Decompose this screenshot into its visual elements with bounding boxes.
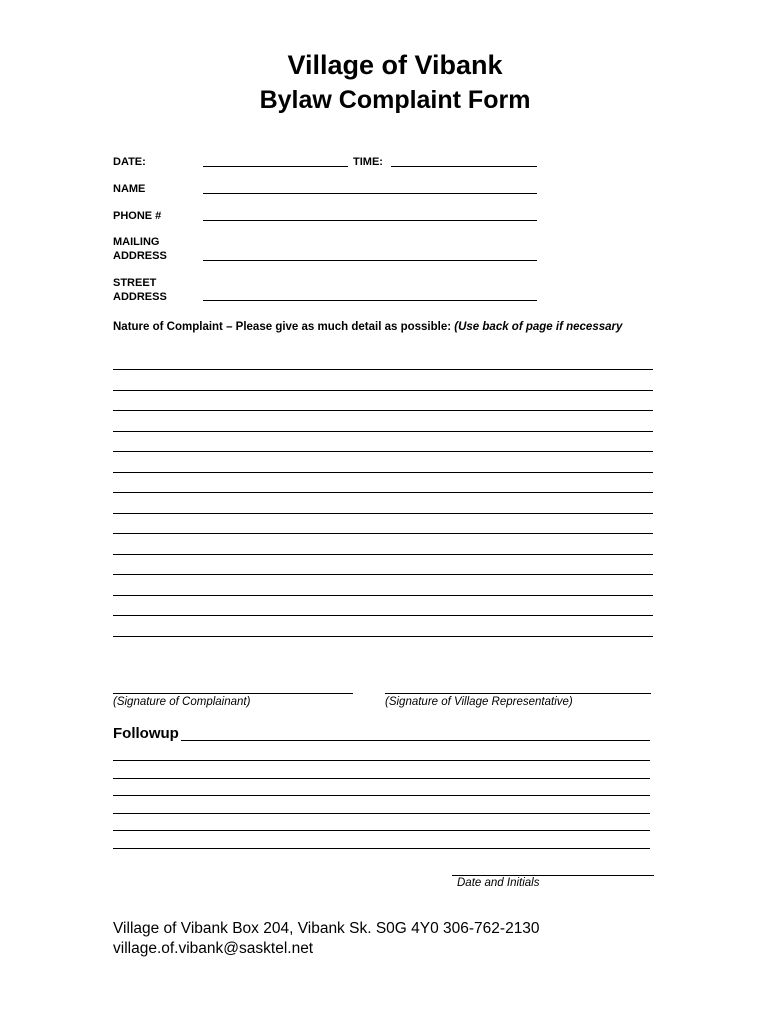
street-label-line1: STREET	[113, 277, 157, 289]
complaint-writing-line[interactable]	[113, 369, 653, 370]
followup-writing-line[interactable]	[113, 795, 650, 796]
street-address-field-line[interactable]	[203, 300, 537, 301]
nature-prompt-text: Nature of Complaint – Please give as much detail as possible:	[113, 321, 455, 333]
followup-writing-line[interactable]	[113, 778, 650, 779]
followup-writing-line[interactable]	[113, 760, 650, 761]
complaint-writing-line[interactable]	[113, 554, 653, 555]
complaint-writing-line[interactable]	[113, 390, 653, 391]
page-title: Village of Vibank	[287, 50, 503, 80]
mailing-label-line2: ADDRESS	[113, 250, 167, 262]
footer-address: Village of Vibank Box 204, Vibank Sk. S0G 4Y0 306-762-2130	[113, 920, 540, 937]
mailing-label-line1: MAILING	[113, 236, 160, 248]
complaint-writing-line[interactable]	[113, 492, 653, 493]
followup-first-line[interactable]	[181, 740, 650, 741]
followup-writing-line[interactable]	[113, 830, 650, 831]
name-label: NAME	[113, 183, 146, 195]
complaint-writing-line[interactable]	[113, 410, 653, 411]
page-subtitle: Bylaw Complaint Form	[259, 86, 531, 114]
mailing-address-field-line[interactable]	[203, 260, 537, 261]
representative-signature-caption: (Signature of Village Representative)	[385, 696, 573, 708]
complaint-writing-line[interactable]	[113, 472, 653, 473]
time-label: TIME:	[353, 156, 383, 168]
complaint-writing-line[interactable]	[113, 533, 653, 534]
date-label: DATE:	[113, 156, 146, 168]
street-label-line2: ADDRESS	[113, 291, 167, 303]
phone-label: PHONE #	[113, 210, 162, 222]
date-field-line[interactable]	[203, 166, 348, 167]
complaint-writing-line[interactable]	[113, 513, 653, 514]
date-initials-line[interactable]	[452, 875, 654, 876]
complainant-signature-line[interactable]	[113, 693, 353, 694]
complainant-signature-caption: (Signature of Complainant)	[113, 696, 251, 708]
name-field-line[interactable]	[203, 193, 537, 194]
complaint-writing-line[interactable]	[113, 595, 653, 596]
nature-hint-text: (Use back of page if necessary	[454, 321, 623, 333]
mailing-address-label	[113, 235, 167, 263]
footer-email: village.of.vibank@sasktel.net	[113, 940, 314, 957]
followup-writing-line[interactable]	[113, 813, 650, 814]
nature-of-complaint-prompt	[113, 320, 633, 335]
time-field-line[interactable]	[391, 166, 537, 167]
followup-writing-line[interactable]	[113, 848, 650, 849]
representative-signature-line[interactable]	[385, 693, 651, 694]
followup-label: Followup	[113, 725, 179, 742]
complaint-writing-line[interactable]	[113, 574, 653, 575]
phone-field-line[interactable]	[203, 220, 537, 221]
footer-contact	[113, 919, 540, 959]
street-address-label	[113, 276, 167, 304]
complaint-writing-line[interactable]	[113, 636, 653, 637]
complaint-writing-line[interactable]	[113, 431, 653, 432]
complaint-writing-line[interactable]	[113, 451, 653, 452]
date-initials-caption: Date and Initials	[457, 877, 540, 889]
complaint-writing-line[interactable]	[113, 615, 653, 616]
